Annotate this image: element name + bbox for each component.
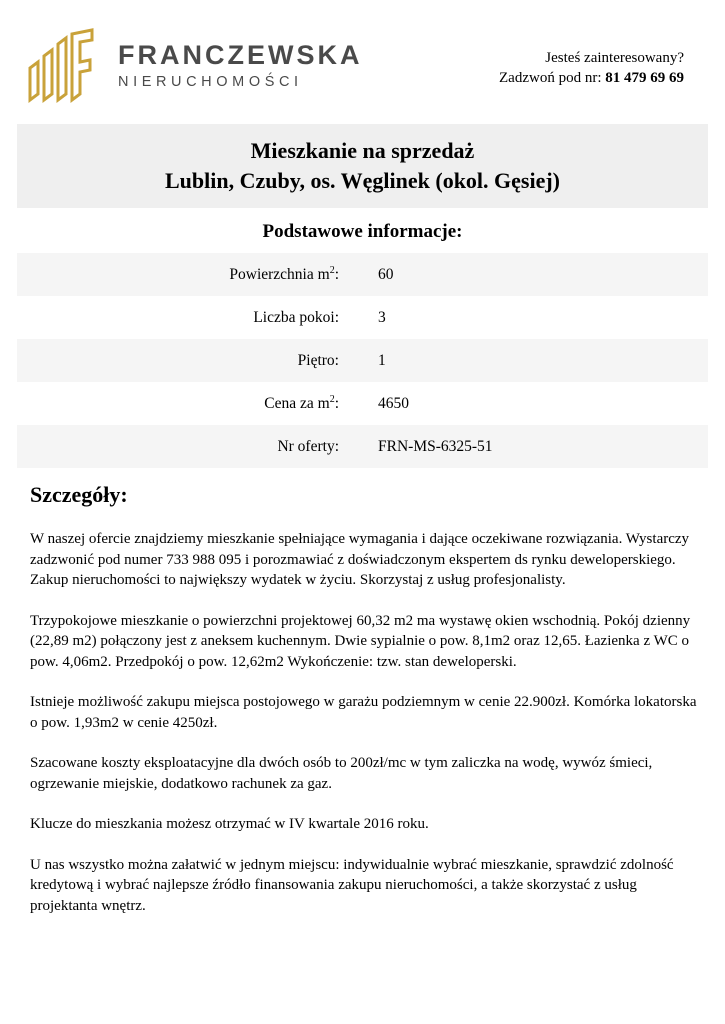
info-value-area: 60: [378, 265, 394, 283]
listing-title: Mieszkanie na sprzedaż: [250, 138, 475, 163]
info-row-floor: [17, 339, 708, 382]
brand-subtitle: NIERUCHOMOŚCI: [118, 74, 303, 90]
info-row-offer-number: [17, 425, 708, 468]
details-paragraph: W naszej ofercie znajdziemy mieszkanie spełniające wymagania i dające oczekiwane rozwiązania. Wystarczy zadzwonić pod numer 733 988 095 i porozmawiać z doświadczonym ekspertem ds rynku deweloperskiego. Zakup nieruchomości to największy wydatek w życiu. Skorzystaj z usług profesjonalisty.: [30, 531, 690, 588]
details-paragraph: Klucze do mieszkania możesz otrzymać w IV kwartale 2016 roku.: [30, 816, 429, 832]
contact-question: Jesteś zainteresowany?: [545, 50, 684, 66]
brand: [118, 40, 362, 92]
listing-location: Lublin, Czuby, os. Węglinek (okol. Gęsiej): [164, 168, 561, 193]
info-row-price: [17, 382, 708, 425]
company-logo-icon: [26, 28, 96, 110]
info-value-floor: 1: [378, 351, 386, 369]
contact-info: [499, 48, 684, 88]
header: [0, 0, 725, 120]
info-heading: Podstawowe informacje:: [262, 221, 463, 242]
details-body: [30, 529, 700, 936]
info-row-rooms: [17, 296, 708, 339]
info-table: [17, 253, 708, 468]
info-label-rooms: Liczba pokoi:: [253, 308, 339, 326]
info-value-offer-number: FRN-MS-6325-51: [378, 437, 493, 455]
contact-phone-prefix: Zadzwoń pod nr:: [499, 70, 606, 86]
details-paragraph: Trzypokojowe mieszkanie o powierzchni projektowej 60,32 m2 ma wystawę okien wschodnią. Pokój dzienny (22,89 m2) połączony jest z aneksem kuchennym. Dwie sypialnie o pow. 8,1m2 oraz 12,65. Łazienka z WC o pow. 4,06m2. Przedpokój o pow. 12,62m2 Wykończenie: tzw. stan deweloperski.: [30, 612, 691, 670]
info-label-price: Cena za $m^2$:: [264, 393, 339, 412]
brand-name: FRANCZEWSKA: [118, 40, 363, 70]
contact-phone-number[interactable]: 81 479 69 69: [605, 70, 684, 86]
info-label-offer-number: Nr oferty:: [277, 437, 339, 455]
info-value-price: 4650: [378, 394, 409, 412]
listing-title-box: [17, 124, 708, 208]
details-paragraph: Istnieje możliwość zakupu miejsca postojowego w garażu podziemnym w cenie 22.900zł. Komórka lokatorska o pow. 1,93m2 w cenie 4250zł.: [30, 694, 697, 731]
details-heading: Szczegóły:: [30, 482, 128, 507]
info-row-area: [17, 253, 708, 296]
contact-phone-line: [499, 68, 684, 88]
details-paragraph: Szacowane koszty eksploatacyjne dla dwóch osób to 200zł/mc w tym zaliczka na wodę, wywóz śmieci, ogrzewanie miejskie, dodatkowo rachunek za gaz.: [30, 755, 653, 792]
info-label-area: Powierzchnia $m^2$:: [229, 264, 339, 283]
info-value-rooms: 3: [378, 308, 386, 326]
info-label-floor: Piętro:: [297, 351, 339, 369]
details-paragraph: U nas wszystko można załatwić w jednym miejscu: indywidualnie wybrać mieszkanie, sprawdzić zdolność kredytową i wybrać najlepsze źródło finansowania zakupu nieruchomości, a także skorzystać z usług projektanta wnętrz.: [30, 856, 674, 914]
